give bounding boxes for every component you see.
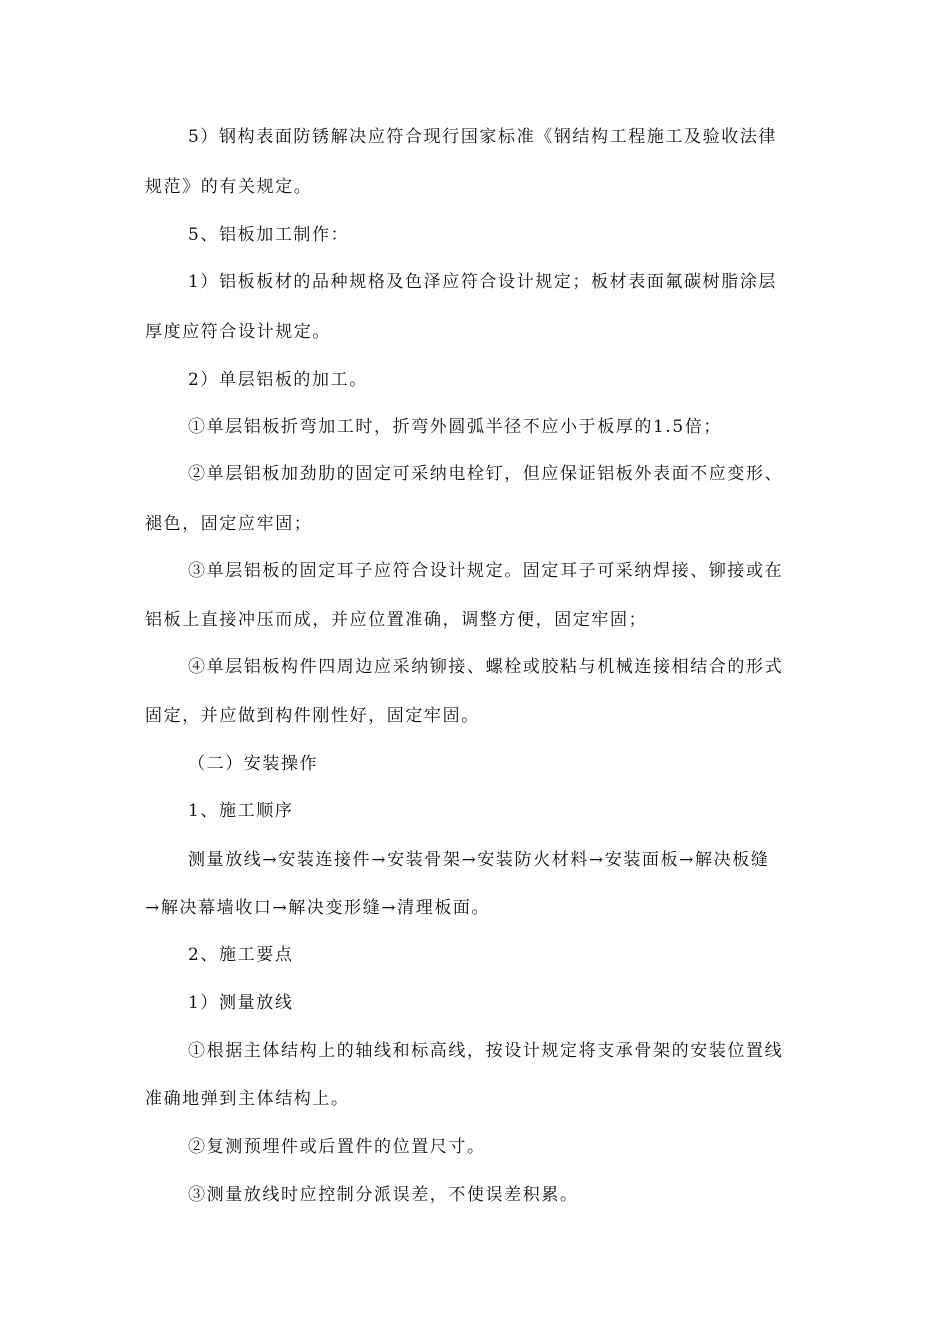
text-line: 褪色，固定应牢固； xyxy=(145,514,313,534)
text-line: ①单层铝板折弯加工时，折弯外圆弧半径不应小于板厚的1.5倍； xyxy=(188,417,723,437)
sub-heading: 1、施工顺序 xyxy=(188,801,294,821)
text-line: ②复测预埋件或后置件的位置尺寸。 xyxy=(188,1137,486,1157)
text-line: 1）铝板板材的品种规格及色泽应符合设计规定；板材表面氟碳树脂涂层 xyxy=(188,272,778,292)
text-line: 规范》的有关规定。 xyxy=(145,177,313,197)
text-line: 准确地弹到主体结构上。 xyxy=(145,1089,350,1109)
text-line: ①根据主体结构上的轴线和标高线，按设计规定将支承骨架的安装位置线 xyxy=(188,1041,784,1061)
text-line: ③测量放线时应控制分派误差，不使误差积累。 xyxy=(188,1185,579,1205)
text-line: 5）钢构表面防锈解决应符合现行国家标准《钢结构工程施工及验收法律 xyxy=(188,127,778,147)
text-line: ④单层铝板构件四周边应采纳铆接、螺栓或胶粘与机械连接相结合的形式 xyxy=(188,657,784,677)
sub-heading: 2）单层铝板的加工。 xyxy=(188,370,368,390)
sub-heading: 2、施工要点 xyxy=(188,945,294,965)
text-line: 测量放线→安装连接件→安装骨架→安装防火材料→安装面板→解决板缝 xyxy=(188,850,770,870)
sub-heading: 1）测量放线 xyxy=(188,993,294,1013)
section-heading: （二）安装操作 xyxy=(188,754,319,774)
text-line: ②单层铝板加劲肋的固定可采纳电栓钉，但应保证铝板外表面不应变形、 xyxy=(188,464,784,484)
text-line: 铝板上直接冲压而成，并应位置准确，调整方便，固定牢固； xyxy=(145,610,648,630)
text-line: 厚度应符合设计规定。 xyxy=(145,322,331,342)
text-line: 固定，并应做到构件刚性好，固定牢固。 xyxy=(145,706,480,726)
text-line: →解决幕墙收口→解决变形缝→清理板面。 xyxy=(145,898,491,918)
section-heading: 5、铝板加工制作： xyxy=(188,225,350,245)
text-line: ③单层铝板的固定耳子应符合设计规定。固定耳子可采纳焊接、铆接或在 xyxy=(188,561,784,581)
